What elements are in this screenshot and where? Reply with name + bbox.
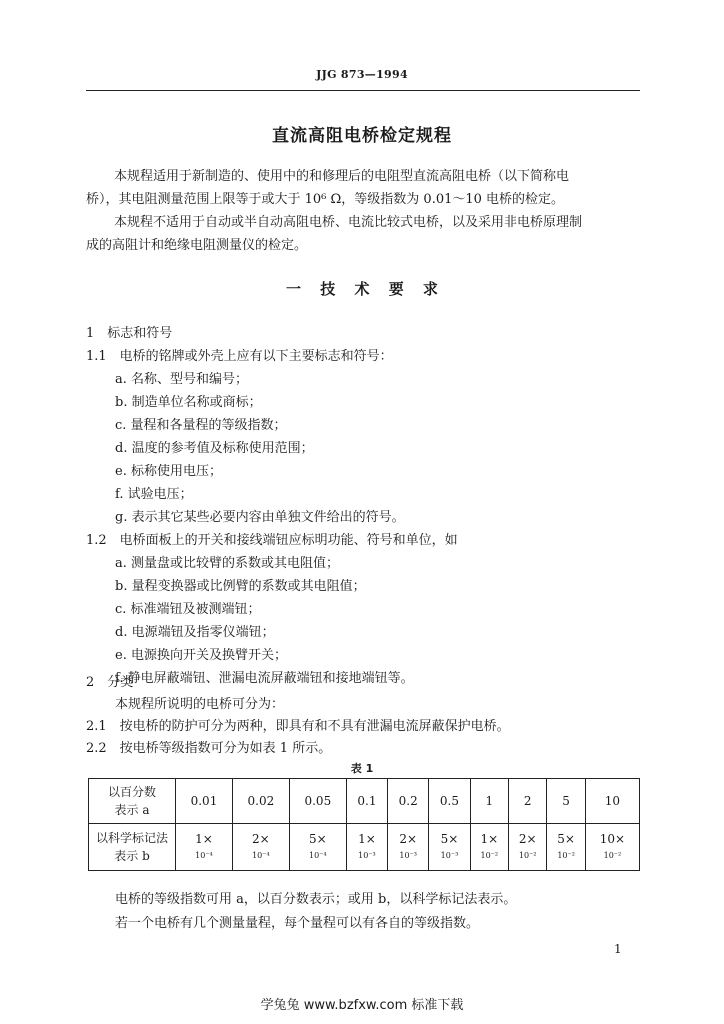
table-cell: 1× 10⁻⁴: [176, 824, 233, 871]
intro-line: 本规程不适用于自动或半自动高阻电桥、电流比较式电桥，以及采用非电桥原理制: [114, 215, 583, 230]
standard-code-header: JJG 873—1994: [316, 68, 408, 81]
table-cell: 5× 10⁻²: [547, 824, 585, 871]
table-cell: 5: [547, 779, 585, 824]
intro-paragraph-1: [86, 165, 640, 211]
list-item: f. 静电屏蔽端钮、泄漏电流屏蔽端钮和接地端钮等。: [115, 671, 414, 686]
clause-1-1: 1.1 电桥的铭牌或外壳上应有以下主要标志和符号：: [86, 349, 393, 364]
table-cell: 0.01: [176, 779, 233, 824]
row-header-percent: 以百分数 表示 a: [89, 779, 176, 824]
list-item: a. 名称、型号和编号；: [115, 372, 249, 387]
page-number: 1: [614, 942, 622, 956]
table-cell: 5× 10⁻⁴: [289, 824, 346, 871]
page-title: 直流高阻电桥检定规程: [272, 126, 452, 146]
table-cell: 10× 10⁻²: [585, 824, 639, 871]
table-cell: 0.05: [289, 779, 346, 824]
list-item: g. 表示其它某些必要内容由单独文件给出的符号。: [115, 510, 405, 525]
list-item: e. 标称使用电压；: [115, 464, 222, 479]
clause-1-2: 1.2 电桥面板上的开关和接线端钮应标明功能、符号和单位，如: [86, 533, 458, 548]
table-row-scientific: [89, 824, 640, 871]
heading-1: 1 标志和符号: [86, 326, 173, 341]
table-cell: 2× 10⁻⁴: [232, 824, 289, 871]
after-table-line: 若一个电桥有几个测量量程，每个量程可以有各自的等级指数。: [115, 916, 480, 931]
row-header-scientific: 以科学标记法 表示 b: [89, 824, 176, 871]
table-cell: 5× 10⁻³: [429, 824, 470, 871]
table-cell: 2× 10⁻²: [509, 824, 547, 871]
clause-2-2: 2.2 按电桥等级指数可分为如表 1 所示。: [86, 741, 332, 756]
intro-line: 成的高阻计和绝缘电阻测量仪的检定。: [86, 238, 308, 253]
table-cell: 2× 10⁻³: [388, 824, 429, 871]
list-item: f. 试验电压；: [115, 487, 193, 502]
table-cell: 0.2: [388, 779, 429, 824]
clause-2-1: 2.1 按电桥的防护可分为两种，即具有和不具有泄漏电流屏蔽保护电桥。: [86, 719, 510, 734]
classification-intro: 本规程所说明的电桥可分为：: [115, 697, 285, 712]
list-item: d. 温度的参考值及标称使用范围；: [115, 441, 314, 456]
list-item: c. 量程和各量程的等级指数；: [115, 418, 287, 433]
accuracy-class-table: [88, 778, 640, 871]
footer-watermark[interactable]: 学兔兔 www.bzfxw.com 标准下载: [260, 998, 464, 1013]
table-cell: 0.1: [346, 779, 387, 824]
table-cell: 1× 10⁻²: [470, 824, 508, 871]
table-cell: 2: [509, 779, 547, 824]
table-row-percent: [89, 779, 640, 824]
table-cell: 10: [585, 779, 639, 824]
table-title: 表 1: [350, 762, 374, 775]
table-cell: 1× 10⁻³: [346, 824, 387, 871]
list-item: b. 制造单位名称或商标；: [115, 395, 262, 410]
list-item: d. 电源端钮及指零仪端钮；: [115, 625, 275, 640]
section-title: 一 技 术 要 求: [286, 280, 438, 298]
table-cell: 0.02: [232, 779, 289, 824]
intro-paragraph-2: [86, 211, 640, 257]
list-item: b. 量程变换器或比例臂的系数或其电阻值；: [115, 579, 366, 594]
intro-line: 桥），其电阻测量范围上限等于或大于 10⁶ Ω，等级指数为 0.01～10 电桥的检定。: [86, 192, 565, 207]
table-cell: 0.5: [429, 779, 470, 824]
heading-2: 2 分类: [86, 675, 134, 690]
list-item: a. 测量盘或比较臂的系数或其电阻值；: [115, 556, 340, 571]
table-cell: 1: [470, 779, 508, 824]
list-item: c. 标准端钮及被测端钮；: [115, 602, 261, 617]
header-divider: [86, 90, 640, 91]
list-item: e. 电源换向开关及换臂开关；: [115, 648, 287, 663]
after-table-line: 电桥的等级指数可用 a，以百分数表示；或用 b，以科学标记法表示。: [115, 892, 517, 907]
intro-line: 本规程适用于新制造的、使用中的和修理后的电阻型直流高阻电桥（以下简称电: [114, 169, 570, 184]
